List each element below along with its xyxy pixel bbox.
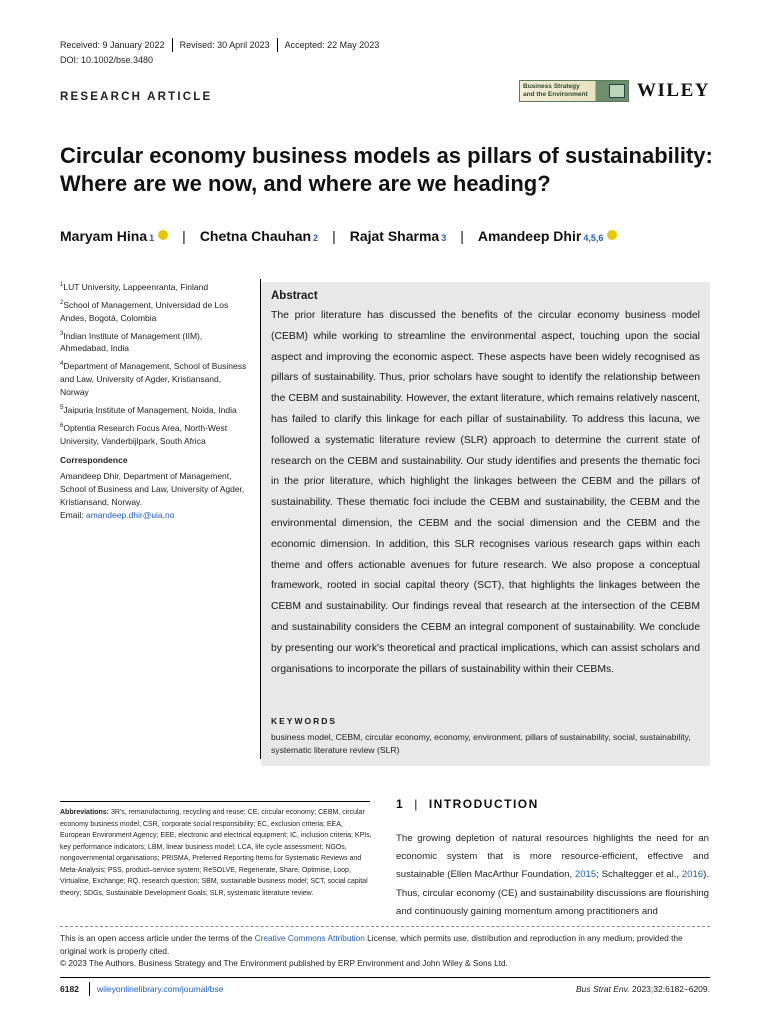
keywords-text: business model, CEBM, circular economy, economy, environment, pillars of sustainability, social, sustainability, systematic literature review (SLR) [271, 732, 691, 755]
accepted-date: Accepted: 22 May 2023 [284, 40, 380, 50]
correspondence-heading: Correspondence [60, 454, 128, 465]
author-affil-sup: 4,5,6 [583, 233, 604, 243]
footer-divider [60, 977, 710, 978]
author-affil-sup: 3 [441, 233, 447, 243]
section-title: INTRODUCTION [428, 797, 539, 811]
affiliation: $^4$Department of Management, School of Business and Law, University of Agder, Kristiansand, Norway [60, 361, 247, 398]
author-affil-sup: 1 [149, 233, 155, 243]
doi[interactable]: DOI: 10.1002/bse.3480 [60, 55, 154, 65]
abstract-heading: Abstract [271, 290, 318, 302]
journal-citation: Bus Strat Env. 2023;32:6182–6209. [575, 984, 710, 994]
citation-link[interactable]: 2016 [681, 869, 704, 881]
author-name[interactable]: Amandeep Dhir [477, 228, 582, 244]
journal-logo[interactable] [519, 80, 629, 102]
journal-logo-icon [609, 84, 625, 98]
copyright: © 2023 The Authors. Business Strategy and The Environment published by ERP Environment and John Wiley & Sons Ltd. [60, 958, 508, 968]
footer-separator [89, 982, 90, 996]
publisher-logo[interactable]: WILEY [637, 80, 710, 101]
article-type: RESEARCH ARTICLE [60, 91, 213, 103]
author-separator: | [460, 228, 464, 244]
section-heading-introduction [396, 797, 539, 811]
license-divider [60, 926, 710, 927]
received-date: Received: 9 January 2022 [60, 40, 165, 50]
citation-link[interactable]: 2015 [574, 869, 597, 881]
section-separator: | [414, 797, 419, 811]
footnote-divider [60, 801, 370, 802]
section-number: 1 [396, 797, 405, 811]
author-name[interactable]: Chetna Chauhan [199, 228, 312, 244]
author-separator: | [332, 228, 336, 244]
keywords-heading: KEYWORDS [271, 716, 338, 726]
abbreviations: Abbreviations: 3R's, remanufacturing, recycling and reuse; CE, circular economy; CEBM, circular economy business model; CSR, corporate social responsibility; EC, exclusion criteria; EEA, European Environment Agency; EEE, electronic and electrical equipment; IC, inclusion criteria; KPIs, key performance indicators; LBM, linear business model; LCA, life cycle assessment; NGOs, nongovernmental organisations; PRISMA, Preferred Reporting Items for Systematic Reviews and Meta-Analysis; PSS, product–service system; ReSOLVE, Regenerate, Share, Optimise, Loop, Virtualise, Exchange; RQ, research question; SBM, sustainable business model; SCT, social capital theory; SDGs, Sustainable Development Goals; SLR, systematic literature review. [60, 809, 372, 897]
orcid-icon[interactable] [158, 230, 168, 240]
affiliation: $^5$Jaipuria Institute of Management, Noida, India [60, 405, 237, 416]
abstract-text: The prior literature has discussed the benefits of the circular economy business model (CEBM) while working to streamline the environmental aspect, touching upon the social aspect and improving the economic aspect. These aspects have been widely recognised as pillars of sustainability. Thus, prior scholars have sought to identify the relationship between the CEBM and sustainability. However, the extant literature, which remains relatively nascent, has failed to clarify this linkage for each pillar of sustainability. To address this lacuna, we followed a systematic literature review (SLR) approach to determine the current state of research on the CEBM and sustainability. Our study identifies and presents the thematic foci in the prior literature, which highlight the linkages between the CEBM and the pillars of sustainability. These thematic foci include the CEBM and sustainability, the CEBM and the environmental dimension, the CEBM and the social dimension and the CEBM and the economic dimension. In addition, this SLR recognises various research gaps within each theme and offers actionable avenues for future research. We also propose a conceptual framework, rooted in social capital theory (SCT), that highlights the linkages between the CEBM and sustainability. Our findings reveal that research at the intersection of the CEBM and sustainability considers the CEBM an integral component of sustainability. We conclude by presenting our work's theoretical and practical implications, which can assist scholars and organisations to incorporate the pillars of sustainability within their CEBMs. [271, 310, 700, 675]
page-number: 6182 [60, 984, 79, 994]
author-separator: | [182, 228, 186, 244]
affiliation: $^1$LUT University, Lappeenranta, Finland [60, 281, 209, 292]
author-list [60, 228, 617, 244]
journal-url-link[interactable]: wileyonlinelibrary.com/journal/bse [97, 984, 224, 994]
divider [172, 38, 173, 52]
author-affil-sup: 2 [313, 233, 319, 243]
publication-dates [60, 38, 379, 52]
divider [277, 38, 278, 52]
affiliation: $^2$School of Management, Universidad de Los Andes, Bogotá, Colombia [60, 299, 229, 323]
license-link[interactable]: Creative Commons Attribution [254, 933, 365, 943]
license-notice: This is an open access article under the terms of the Creative Commons Attribution License, which permits use, distribution and reproduction in any medium, provided the original work is properly cited. © 2023 The Authors. Business Strategy and The Environment published by ERP Environment and John Wiley & Sons Ltd. [60, 933, 683, 968]
article-title: Circular economy business models as pillars of sustainability: Where are we now, and where are we heading? [60, 143, 713, 196]
introduction-text: The growing depletion of natural resources highlights the need for an economic system that is more resource-efficient, effective and sustainable (Ellen MacArthur Foundation, 2015; Schaltegger et al., 2016). Thus, circular economy (CE) and sustainability discussions are flourishing and continuously gaining momentum among practitioners and [396, 833, 709, 917]
correspondence-text: Amandeep Dhir, Department of Management, School of Business and Law, University of Agder, Kristiansand, Norway. Email: amandeep.dhir@uia.no [60, 470, 245, 520]
journal-logo-text: Business Strategy and the Environment [523, 83, 588, 98]
revised-date: Revised: 30 April 2023 [179, 40, 270, 50]
affiliation: $^3$Indian Institute of Management (IIM), Ahmedabad, India [60, 330, 203, 354]
author-name[interactable]: Rajat Sharma [349, 228, 440, 244]
correspondence-email-link[interactable]: amandeep.dhir@uia.no [85, 509, 175, 520]
orcid-icon[interactable] [607, 230, 617, 240]
author-name[interactable]: Maryam Hina [60, 228, 148, 244]
affiliations [60, 279, 250, 525]
affiliation: $^6$Optentia Research Focus Area, North-West University, Vanderbijlpark, South Africa [60, 422, 228, 446]
